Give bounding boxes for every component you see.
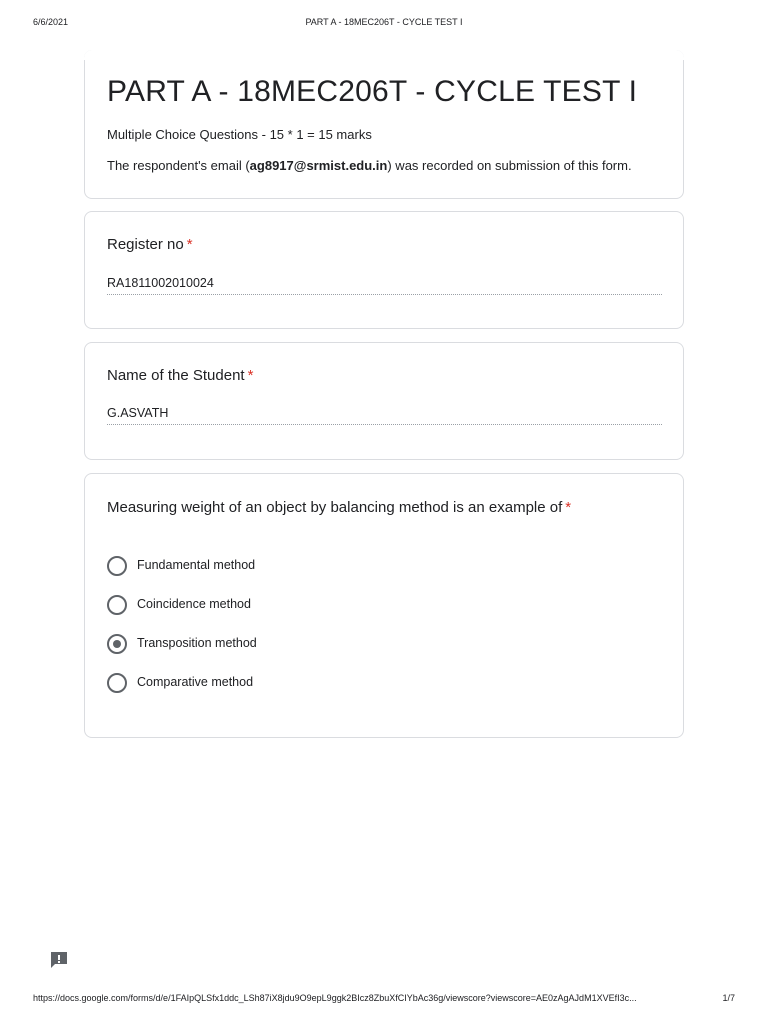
- form-description: Multiple Choice Questions - 15 * 1 = 15 marks: [107, 127, 372, 142]
- option-fundamental[interactable]: [107, 556, 507, 576]
- question-card-register-no: [84, 211, 684, 329]
- form-header-card: [84, 50, 684, 199]
- question-card-student-name: [84, 342, 684, 460]
- option-label: Transposition method: [137, 636, 257, 650]
- email-note-prefix: The respondent's email (: [107, 158, 250, 173]
- question-card-mcq: [84, 473, 684, 738]
- required-asterisk: *: [247, 367, 254, 384]
- respondent-email: ag8917@srmist.edu.in: [249, 158, 388, 173]
- question-title: [107, 236, 193, 253]
- option-coincidence[interactable]: [107, 595, 507, 615]
- student-name-answer: G.ASVATH: [107, 406, 662, 425]
- required-asterisk: *: [565, 499, 572, 516]
- register-no-answer: RA1811002010024: [107, 276, 662, 295]
- question-title: [107, 367, 253, 384]
- question-title-text: Register no: [107, 236, 184, 253]
- report-feedback-icon[interactable]: [49, 950, 69, 970]
- email-note-suffix: ) was recorded on submission of this form.: [387, 158, 632, 173]
- option-label: Fundamental method: [137, 558, 256, 572]
- print-date: 6/6/2021: [33, 17, 69, 27]
- form-title: PART A - 18MEC206T - CYCLE TEST I: [107, 75, 638, 108]
- question-title-text: Name of the Student: [107, 367, 245, 384]
- radio-button-selected[interactable]: [107, 634, 127, 654]
- question-title-text: Measuring weight of an object by balancing method is an example of: [107, 499, 563, 516]
- print-title: PART A - 18MEC206T - CYCLE TEST I: [305, 17, 463, 27]
- required-asterisk: *: [186, 236, 193, 253]
- option-label: Coincidence method: [137, 597, 251, 611]
- radio-button[interactable]: [107, 673, 127, 693]
- option-transposition[interactable]: [107, 634, 507, 654]
- option-label: Comparative method: [137, 675, 254, 689]
- question-title: [107, 499, 571, 516]
- print-header: [0, 17, 768, 31]
- radio-button[interactable]: [107, 556, 127, 576]
- print-url: https://docs.google.com/forms/d/e/1FAIpQLSfx1ddc_LSh87iX8jdu9O9epL9ggk2BIcz8ZbuXfCIYbAc36g/viewscore?viewscore=AE0zAgAJdM1XVEfI3c...: [33, 993, 637, 1003]
- respondent-email-note: [107, 158, 632, 173]
- print-footer: [0, 993, 768, 1007]
- radio-button[interactable]: [107, 595, 127, 615]
- print-page-number: 1/7: [722, 993, 735, 1003]
- option-comparative[interactable]: [107, 673, 507, 693]
